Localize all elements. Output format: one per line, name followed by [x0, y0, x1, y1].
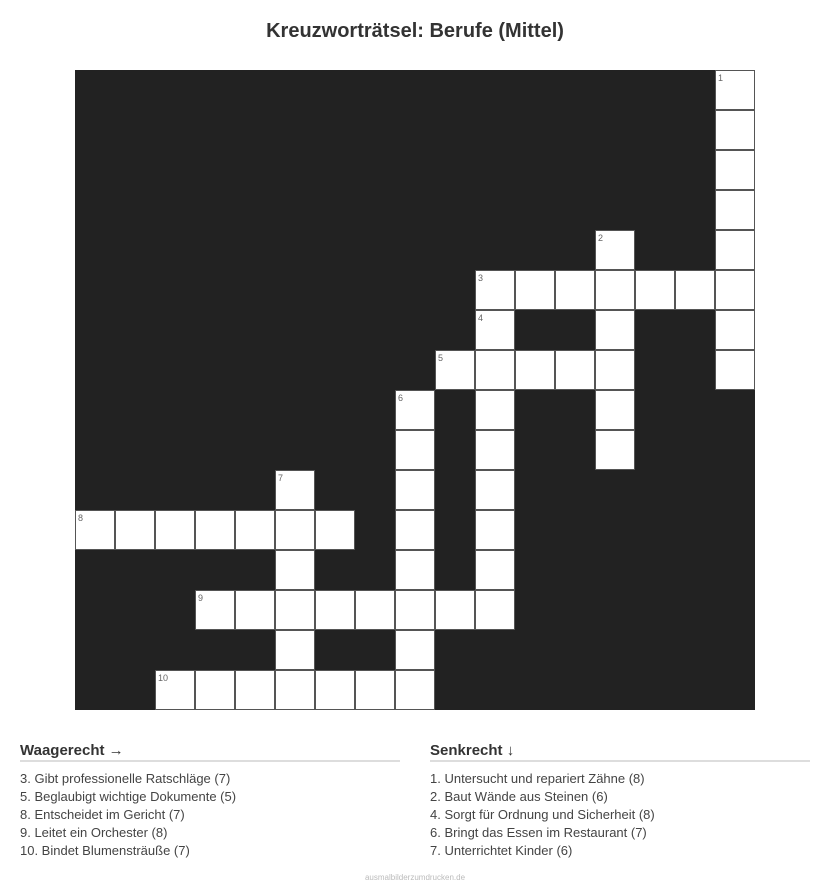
grid-cell[interactable] [475, 310, 515, 350]
grid-cell[interactable] [395, 430, 435, 470]
clue-number: 9 [198, 593, 204, 603]
grid-cell[interactable] [275, 510, 315, 550]
down-heading: Senkrecht ↓ [430, 742, 810, 762]
grid-cell[interactable] [395, 590, 435, 630]
grid-cell[interactable] [395, 550, 435, 590]
down-clue-list [430, 770, 810, 860]
clue-number: 8 [78, 513, 84, 523]
grid-cell[interactable] [715, 270, 755, 310]
grid-cell[interactable] [715, 310, 755, 350]
across-clues-panel [20, 742, 400, 860]
across-clue: 10. Bindet Blumensträuße (7) [20, 843, 190, 858]
grid-cell[interactable] [595, 270, 635, 310]
clue-number: 10 [158, 673, 169, 683]
puzzle-title: Kreuzworträtsel: Berufe (Mittel) [266, 20, 564, 42]
grid-cell[interactable] [75, 510, 115, 550]
grid-cell[interactable] [275, 470, 315, 510]
across-clue: 5. Beglaubigt wichtige Dokumente (5) [20, 789, 237, 804]
grid-cell[interactable] [275, 590, 315, 630]
grid-cell[interactable] [475, 430, 515, 470]
clue-number: 1 [718, 73, 724, 83]
grid-cell[interactable] [355, 590, 395, 630]
across-clue: 9. Leitet ein Orchester (8) [20, 825, 168, 840]
crossword-grid [75, 70, 755, 710]
grid-cell[interactable] [555, 350, 595, 390]
grid-cell[interactable] [675, 270, 715, 310]
down-clue: 4. Sorgt für Ordnung und Sicherheit (8) [430, 807, 655, 822]
grid-cell[interactable] [315, 670, 355, 710]
grid-cell[interactable] [715, 350, 755, 390]
across-heading: Waagerecht → [20, 742, 400, 762]
down-clue: 7. Unterrichtet Kinder (6) [430, 843, 573, 858]
grid-cell[interactable] [435, 350, 475, 390]
grid-cell[interactable] [555, 270, 595, 310]
clue-number: 3 [478, 273, 484, 283]
grid-cell[interactable] [435, 590, 475, 630]
grid-cell[interactable] [475, 270, 515, 310]
grid-cell[interactable] [195, 510, 235, 550]
grid-cell[interactable] [275, 670, 315, 710]
grid-cell[interactable] [275, 630, 315, 670]
grid-cell[interactable] [595, 390, 635, 430]
grid-cell[interactable] [115, 510, 155, 550]
grid-cell[interactable] [475, 590, 515, 630]
grid-cell[interactable] [275, 550, 315, 590]
grid-cell[interactable] [715, 110, 755, 150]
grid-cell[interactable] [515, 350, 555, 390]
grid-cell[interactable] [595, 230, 635, 270]
grid-cell[interactable] [515, 270, 555, 310]
grid-cell[interactable] [475, 390, 515, 430]
grid-cell[interactable] [155, 510, 195, 550]
across-clue: 8. Entscheidet im Gericht (7) [20, 807, 185, 822]
grid-cell[interactable] [155, 670, 195, 710]
grid-cell[interactable] [395, 470, 435, 510]
grid-cell[interactable] [715, 190, 755, 230]
grid-cell[interactable] [715, 230, 755, 270]
clue-number: 4 [478, 313, 484, 323]
footer-credit: ausmalbilderzumdrucken.de [364, 873, 466, 882]
grid-cell[interactable] [235, 510, 275, 550]
clue-number: 5 [438, 353, 444, 363]
grid-cell[interactable] [195, 670, 235, 710]
grid-cell[interactable] [715, 150, 755, 190]
grid-cell[interactable] [395, 670, 435, 710]
grid-cell[interactable] [235, 670, 275, 710]
grid-cell[interactable] [395, 630, 435, 670]
grid-cell[interactable] [475, 550, 515, 590]
grid-cell[interactable] [595, 350, 635, 390]
down-clue: 2. Baut Wände aus Steinen (6) [430, 789, 608, 804]
grid-cell[interactable] [595, 310, 635, 350]
grid-cell[interactable] [395, 510, 435, 550]
grid-cell[interactable] [235, 590, 275, 630]
grid-cell[interactable] [315, 510, 355, 550]
down-clue: 6. Bringt das Essen im Restaurant (7) [430, 825, 647, 840]
clue-number: 2 [598, 233, 604, 243]
across-clue: 3. Gibt professionelle Ratschläge (7) [20, 771, 231, 786]
grid-cell[interactable] [595, 430, 635, 470]
grid-cell[interactable] [315, 590, 355, 630]
down-clues-panel [430, 742, 810, 860]
grid-cell[interactable] [395, 390, 435, 430]
clue-number: 6 [398, 393, 404, 403]
grid-cell[interactable] [475, 470, 515, 510]
grid-cell[interactable] [355, 670, 395, 710]
clue-number: 7 [278, 473, 284, 483]
grid-cell[interactable] [635, 270, 675, 310]
across-clue-list [20, 770, 400, 860]
grid-cell[interactable] [475, 510, 515, 550]
grid-cell[interactable] [715, 70, 755, 110]
grid-cell[interactable] [475, 350, 515, 390]
grid-cell[interactable] [195, 590, 235, 630]
down-clue: 1. Untersucht und repariert Zähne (8) [430, 771, 645, 786]
